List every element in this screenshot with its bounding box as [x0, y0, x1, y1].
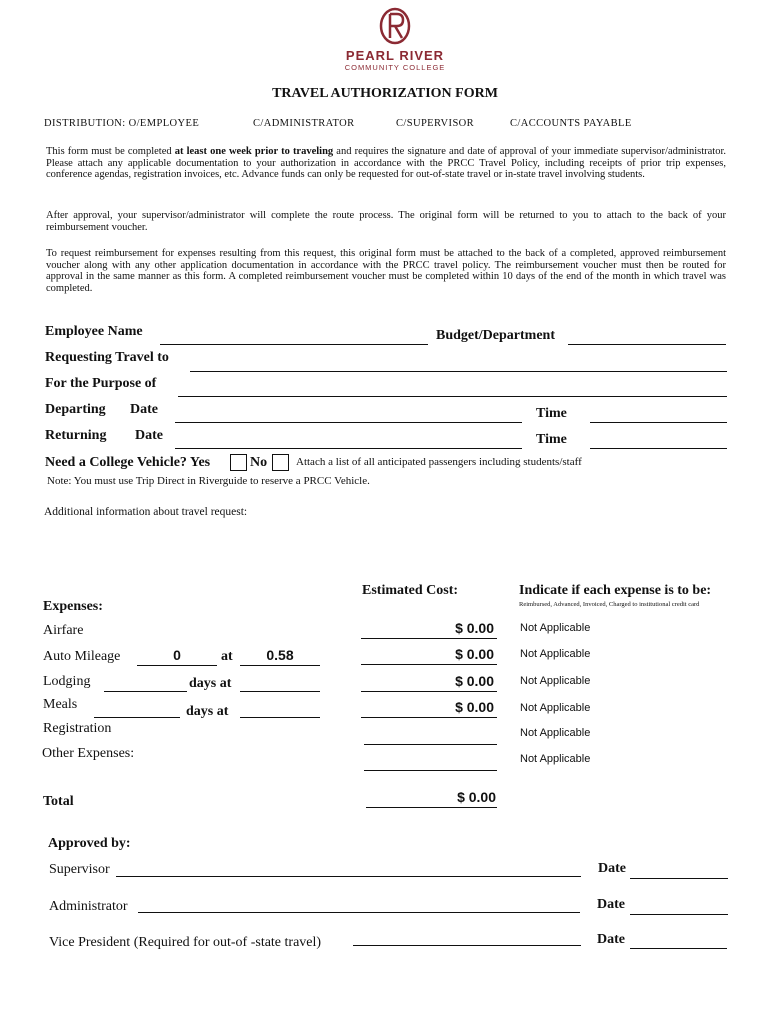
purpose-label: For the Purpose of [45, 376, 157, 391]
vice-president-date-field[interactable] [630, 948, 727, 949]
meals-amount-line [361, 717, 497, 718]
expenses-heading: Expenses: [43, 599, 103, 614]
airfare-status[interactable]: Not Applicable [520, 622, 591, 634]
meals-days-at-label: days at [186, 704, 229, 719]
logo-subtitle: COMMUNITY COLLEGE [344, 63, 446, 72]
purpose-field[interactable] [178, 396, 727, 397]
vehicle-question: Need a College Vehicle? Yes [45, 455, 211, 470]
meals-days-field[interactable] [94, 717, 180, 718]
lodging-days-at-label: days at [189, 676, 232, 691]
registration-amount-field[interactable] [364, 744, 497, 745]
administrator-label: Administrator [49, 899, 128, 914]
trip-direct-note: Note: You must use Trip Direct in Riverguide to reserve a PRCC Vehicle. [47, 475, 370, 487]
lodging-days-field[interactable] [104, 691, 187, 692]
requesting-travel-label: Requesting Travel to [45, 350, 169, 365]
budget-department-label: Budget/Department [436, 328, 555, 343]
returning-date-field[interactable] [175, 448, 522, 449]
lodging-rate-field[interactable] [240, 691, 320, 692]
distribution-administrator: C/ADMINISTRATOR [253, 118, 355, 129]
returning-date-label: Date [135, 428, 163, 443]
departing-label: Departing [45, 402, 106, 417]
auto-mileage-amount-line [361, 664, 497, 665]
total-amount[interactable]: $ 0.00 [457, 789, 496, 805]
estimated-cost-header: Estimated Cost: [362, 583, 459, 598]
pr-monogram-icon [378, 6, 412, 46]
returning-label: Returning [45, 428, 107, 443]
meals-label: Meals [43, 697, 78, 712]
employee-name-label: Employee Name [45, 324, 143, 339]
administrator-date-label: Date [597, 897, 625, 912]
intro-paragraph-3: To request reimbursement for expenses resulting from this request, this original form must be attached to the back of a completed, approved reimbursement voucher along with any other application documentation in accordance with the PRCC travel policy. The reimbursement voucher must then be routed for approval in the same manner as this form. A completed reimbursement voucher must be completed within 10 days of the end of the month in which travel was completed. [46, 248, 726, 294]
distribution-accounts: C/ACCOUNTS PAYABLE [510, 118, 632, 129]
returning-time-field[interactable] [590, 448, 727, 449]
administrator-signature-field[interactable] [138, 912, 580, 913]
departing-date-label: Date [130, 402, 158, 417]
lodging-amount[interactable]: $ 0.00 [455, 673, 494, 689]
college-logo [325, 6, 465, 72]
auto-mileage-amount[interactable]: $ 0.00 [455, 646, 494, 662]
mileage-rate-field[interactable]: 0.58 [266, 647, 294, 663]
budget-department-field[interactable] [568, 344, 726, 345]
intro-paragraph-1: This form must be completed at least one week prior to traveling and requires the signature and date of approval of your immediate supervisor/administrator. Please attach any applicable documentation to your authorization in accordance with the PRCC Travel Policy, including receipts of prior trip expenses, conference agendas, registration invoices, etc. Advance funds can only be requested for out-of-state travel or in-state travel involving students. [46, 146, 726, 180]
lodging-label: Lodging [43, 674, 91, 689]
meals-amount[interactable]: $ 0.00 [455, 699, 494, 715]
form-title: TRAVEL AUTHORIZATION FORM [272, 86, 498, 101]
vice-president-label: Vice President (Required for out-of -state travel) [49, 935, 322, 950]
additional-info-label: Additional information about travel request: [44, 506, 248, 518]
indicate-header: Indicate if each expense is to be: [519, 583, 712, 598]
vehicle-yes-checkbox[interactable] [230, 454, 247, 471]
approved-by-heading: Approved by: [48, 836, 131, 851]
airfare-label: Airfare [43, 623, 84, 638]
vice-president-signature-field[interactable] [353, 945, 581, 946]
airfare-amount-line [361, 638, 497, 639]
intro-paragraph-2: After approval, your supervisor/administrator will complete the route process. The original form will be returned to you to attach to the back of your reimbursement voucher. [46, 210, 726, 233]
other-expenses-amount-field[interactable] [364, 770, 497, 771]
mileage-miles-field[interactable]: 0 [173, 647, 181, 663]
departing-time-field[interactable] [590, 422, 727, 423]
returning-time-label: Time [536, 432, 567, 447]
distribution-employee: DISTRIBUTION: O/EMPLOYEE [44, 118, 200, 129]
supervisor-date-field[interactable] [630, 878, 728, 879]
other-expenses-label: Other Expenses: [42, 746, 135, 761]
mileage-rate-line [240, 665, 320, 666]
logo-name: PEARL RIVER [345, 48, 445, 63]
meals-rate-field[interactable] [240, 717, 320, 718]
vehicle-no-label: No [250, 455, 268, 470]
other-expenses-status[interactable]: Not Applicable [520, 753, 591, 765]
mileage-at-label: at [221, 649, 233, 664]
auto-mileage-label: Auto Mileage [43, 649, 121, 664]
vehicle-no-checkbox[interactable] [272, 454, 289, 471]
passenger-list-note: Attach a list of all anticipated passengers including students/staff [296, 456, 582, 468]
departing-date-field[interactable] [175, 422, 522, 423]
travel-destination-field[interactable] [190, 371, 727, 372]
distribution-supervisor: C/SUPERVISOR [396, 118, 475, 129]
total-amount-line [366, 807, 497, 808]
registration-status[interactable]: Not Applicable [520, 727, 591, 739]
total-label: Total [43, 794, 74, 809]
auto-mileage-status[interactable]: Not Applicable [520, 648, 591, 660]
registration-label: Registration [43, 721, 112, 736]
meals-status[interactable]: Not Applicable [520, 702, 591, 714]
lodging-status[interactable]: Not Applicable [520, 675, 591, 687]
airfare-amount[interactable]: $ 0.00 [455, 620, 494, 636]
employee-name-field[interactable] [160, 344, 428, 345]
lodging-amount-line [361, 691, 497, 692]
supervisor-label: Supervisor [49, 862, 110, 877]
indicate-subheader: Reimbursed, Advanced, Invoiced, Charged to institutional credit card [519, 601, 700, 608]
vice-president-date-label: Date [597, 932, 625, 947]
departing-time-label: Time [536, 406, 567, 421]
administrator-date-field[interactable] [630, 914, 728, 915]
supervisor-signature-field[interactable] [116, 876, 581, 877]
supervisor-date-label: Date [598, 861, 626, 876]
mileage-miles-line [137, 665, 217, 666]
